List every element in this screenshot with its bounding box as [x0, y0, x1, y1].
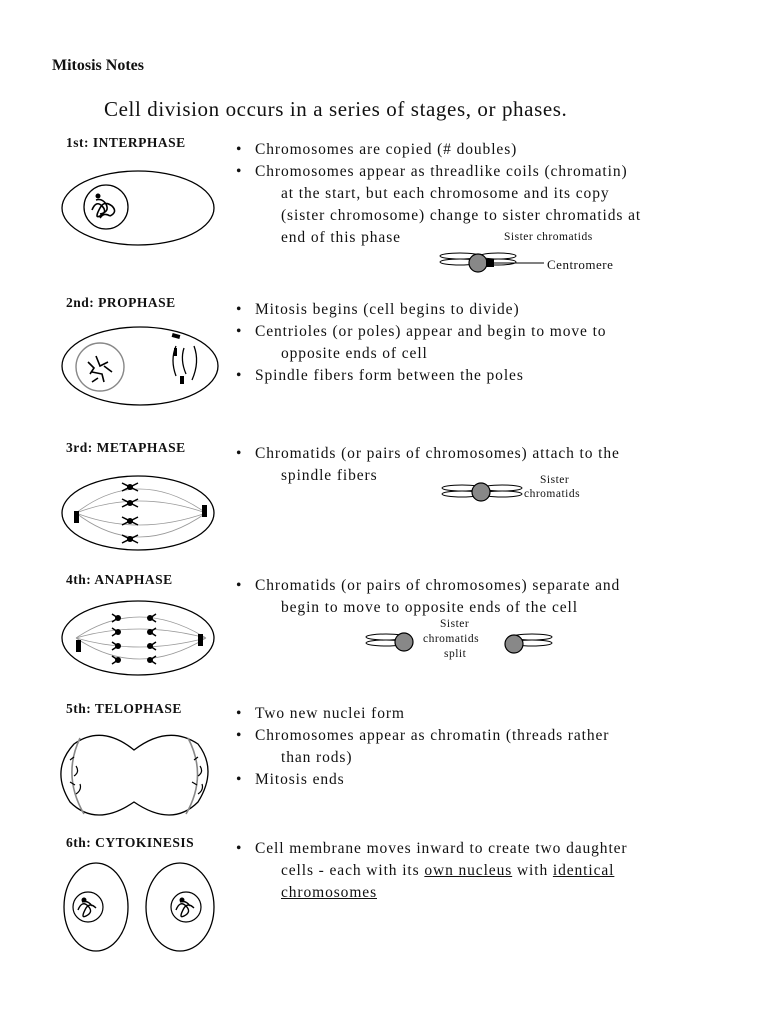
sister-chromatids-label: Sister chromatids: [504, 231, 593, 243]
phase-label-prophase: 2nd: PROPHASE: [66, 295, 176, 310]
list-item: [236, 703, 609, 725]
bullet-text: Chromosomes appear as threadlike coils (chromatin): [255, 163, 628, 180]
phase-label-anaphase: 4th: ANAPHASE: [66, 572, 173, 587]
bullet-continuation: end of this phase: [281, 229, 401, 246]
interphase-cell-diagram: [62, 170, 222, 250]
anaphase-cell-diagram: [62, 600, 222, 680]
metaphase-chromatids-label: chromatids: [524, 488, 581, 500]
telophase-cell-diagram: [56, 730, 226, 822]
list-item: [236, 139, 641, 161]
bullet-text: Spindle fibers form between the poles: [255, 367, 524, 384]
metaphase-sister-label: Sister: [540, 474, 570, 486]
bullet-continuation: [255, 860, 628, 882]
bullet-text: Chromatids (or pairs of chromosomes) attach to the: [255, 445, 620, 462]
bullet-continuation: (sister chromosome) change to sister chromatids at: [281, 207, 642, 224]
list-item: [236, 321, 606, 365]
list-item: [236, 838, 628, 904]
phase-label-telophase: 5th: TELOPHASE: [66, 701, 182, 716]
list-item: [236, 575, 620, 619]
bullet-text: Cell membrane moves inward to create two daughter: [255, 840, 628, 857]
prophase-bullet-list: [236, 299, 606, 387]
bullet-continuation: begin to move to opposite ends of the cell: [281, 599, 578, 616]
underlined-term-identical: identical: [552, 862, 615, 879]
cytokinesis-bullet-list: [236, 838, 628, 904]
bullet-text: Mitosis begins (cell begins to divide): [255, 301, 520, 318]
bullet-continuation: spindle fibers: [281, 467, 378, 484]
anaphase-chromatids-label: chromatids: [423, 633, 480, 645]
bullet-text: Two new nuclei form: [255, 705, 405, 722]
bullet-text: Chromosomes appear as chromatin (threads rather: [255, 727, 610, 744]
bullet-text: Chromosomes are copied (# doubles): [255, 141, 518, 158]
list-item: [236, 725, 609, 769]
prophase-cell-diagram: [62, 326, 222, 410]
phase-label-metaphase: 3rd: METAPHASE: [66, 440, 186, 455]
underlined-term-chromosomes: chromosomes: [281, 884, 377, 901]
bullet-continuation: [255, 882, 628, 904]
sister-chromatids-centromere-diagram: [440, 248, 550, 278]
document-subtitle: Cell division occurs in a series of stages, or phases.: [104, 97, 568, 121]
metaphase-sister-chromatids-diagram: [442, 480, 522, 504]
phase-label-cytokinesis: 6th: CYTOKINESIS: [66, 835, 195, 850]
bullet-continuation: than rods): [281, 749, 353, 766]
underlined-term-own-nucleus: own nucleus: [424, 862, 513, 879]
bullet-text: Chromatids (or pairs of chromosomes) separate and: [255, 577, 621, 594]
anaphase-bullet-list: [236, 575, 620, 619]
metaphase-cell-diagram: [62, 475, 222, 555]
bullet-fragment: with: [512, 862, 553, 879]
bullet-fragment: cells - each with its: [281, 862, 425, 879]
list-item: [236, 769, 609, 791]
telophase-bullet-list: [236, 703, 609, 791]
anaphase-split-label: split: [444, 648, 467, 660]
anaphase-sister-label: Sister: [440, 618, 470, 630]
document-title: Mitosis Notes: [52, 57, 144, 74]
bullet-text: Mitosis ends: [255, 771, 345, 788]
cytokinesis-cells-diagram: [62, 862, 222, 954]
centromere-label: Centromere: [547, 257, 614, 272]
list-item: [236, 299, 606, 321]
list-item: [236, 365, 606, 387]
bullet-continuation: opposite ends of cell: [281, 345, 428, 362]
bullet-continuation: at the start, but each chromosome and its copy: [281, 185, 610, 202]
phase-label-interphase: 1st: INTERPHASE: [66, 135, 186, 150]
bullet-text: Centrioles (or poles) appear and begin to move to: [255, 323, 607, 340]
